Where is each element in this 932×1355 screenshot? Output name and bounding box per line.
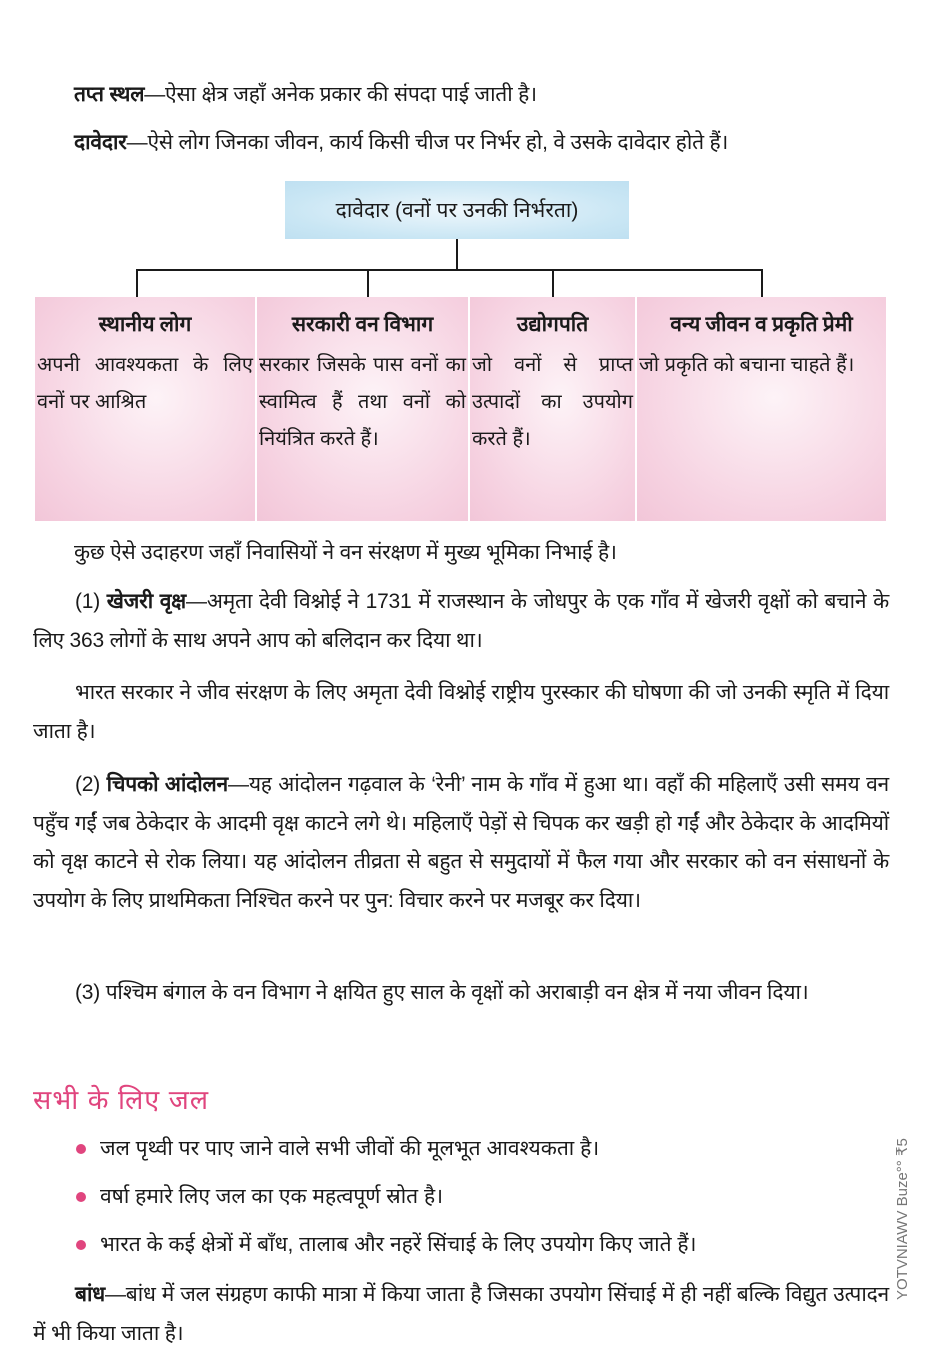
definition-hotspot <box>74 76 894 115</box>
connector-horizontal <box>136 269 763 271</box>
column-body: सरकार जिसके पास वनों का स्वामित्व हैं तथा वनों को नियंत्रित करते हैं। <box>259 354 466 450</box>
column-forest-department <box>257 297 470 521</box>
paragraph-text: —बांध में जल संग्रहण काफी मात्रा में किया जाता है जिसका उपयोग सिंचाई में ही नहीं बल्कि विद्युत उत्पादन में भी किया जाता है। <box>33 1283 889 1345</box>
list-item <box>74 1178 874 1226</box>
paragraph-term: चिपको आंदोलन <box>106 773 229 796</box>
definition-text: —ऐसे लोग जिनका जीवन, कार्य किसी चीज पर निर्भर हो, वे उसके दावेदार होते हैं। <box>126 131 729 154</box>
paragraph-award: भारत सरकार ने जीव संरक्षण के लिए अमृता देवी विश्नोई राष्ट्रीय पुरस्कार की घोषणा की जो उनकी स्मृति में दिया जाता है। <box>33 681 889 743</box>
paragraph-west-bengal: (3) पश्चिम बंगाल के वन विभाग ने क्षयित हुए साल के वृक्षों को अराबाड़ी वन क्षेत्र में नया जीवन दिया। <box>75 981 809 1004</box>
connector-drop-1 <box>136 269 138 297</box>
paragraph-dam <box>33 1276 889 1353</box>
paragraph-chipko <box>33 766 889 920</box>
column-heading: स्थानीय लोग <box>98 312 192 336</box>
diagram-title-box <box>285 181 629 239</box>
definition-text: —ऐसा क्षेत्र जहाँ अनेक प्रकार की संपदा पाई जाती है। <box>144 83 537 106</box>
item-number: (2) <box>75 773 107 796</box>
connector-drop-3 <box>552 269 554 297</box>
column-body: जो वनों से प्राप्त उत्पादों का उपयोग करते हैं। <box>472 354 633 450</box>
column-nature-lovers <box>637 297 886 521</box>
bullet-dot-icon <box>76 1192 86 1202</box>
bullet-dot-icon <box>76 1144 86 1154</box>
margin-bleed-text: YOTVNIAWV Buze°° ₹5 <box>894 1138 911 1300</box>
list-item-text: भारत के कई क्षेत्रों में बाँध, तालाब और नहरें सिंचाई के लिए उपयोग किए जाते हैं। <box>100 1233 697 1256</box>
definition-stakeholder <box>74 124 894 163</box>
stakeholder-columns <box>35 297 886 521</box>
bullet-dot-icon <box>76 1240 86 1250</box>
list-item <box>74 1130 874 1178</box>
list-item-text: जल पृथ्वी पर पाए जाने वाले सभी जीवों की मूलभूत आवश्यकता है। <box>100 1137 600 1160</box>
column-heading: उद्योगपति <box>516 312 589 336</box>
paragraph-khejri <box>33 583 889 660</box>
diagram-title: दावेदार (वनों पर उनकी निर्भरता) <box>335 199 579 222</box>
connector-drop-2 <box>367 269 369 297</box>
column-local-people <box>35 297 257 521</box>
paragraph-term: बांध <box>75 1283 105 1306</box>
column-body: जो प्रकृति को बचाना चाहते हैं। <box>639 354 855 376</box>
definition-term: दावेदार <box>74 131 127 154</box>
column-body: अपनी आवश्यकता के लिए वनों पर आश्रित <box>37 354 253 413</box>
column-heading: वन्य जीवन व प्रकृति प्रेमी <box>670 312 853 336</box>
column-industrialists <box>470 297 637 521</box>
list-item <box>74 1226 874 1274</box>
item-number: (1) <box>75 590 107 613</box>
paragraph-term: खेजरी वृक्ष <box>106 590 187 613</box>
paragraph-text: —अमृता देवी विश्नोई ने 1731 में राजस्थान के जोधपुर के एक गाँव में खेजरी वृक्षों को बचाने के लिए 363 लोगों के साथ अपने आप को बलिदान कर दिया था। <box>33 590 889 652</box>
connector-drop-4 <box>761 269 763 297</box>
section-title-water: सभी के लिए जल <box>33 1085 210 1115</box>
intro-paragraph: कुछ ऐसे उदाहरण जहाँ निवासियों ने वन संरक्षण में मुख्य भूमिका निभाई है। <box>74 541 617 564</box>
list-item-text: वर्षा हमारे लिए जल का एक महत्वपूर्ण स्रोत है। <box>100 1185 444 1208</box>
column-heading: सरकारी वन विभाग <box>291 312 434 336</box>
connector-vertical-main <box>456 239 458 271</box>
definition-term: तप्त स्थल <box>74 83 145 106</box>
paragraph-text: —यह आंदोलन गढ़वाल के ‘रेनी’ नाम के गाँव में हुआ था। वहाँ की महिलाएँ उसी समय वन पहुँच गईं जब ठेकेदार के आदमी वृक्ष काटने लगे थे। महिलाएँ पेड़ों से चिपक कर खड़ी हो गईं और ठेकेदार के आदमियों को वृक्ष काटने से रोक लिया। यह आंदोलन तीव्रता से बहुत से समुदायों में फैल गया और सरकार को वन संसाधनों के उपयोग के लिए प्राथमिकता निश्चित करने पर पुन: विचार करने पर मजबूर कर दिया। <box>33 773 889 912</box>
water-bullet-list <box>74 1130 874 1274</box>
